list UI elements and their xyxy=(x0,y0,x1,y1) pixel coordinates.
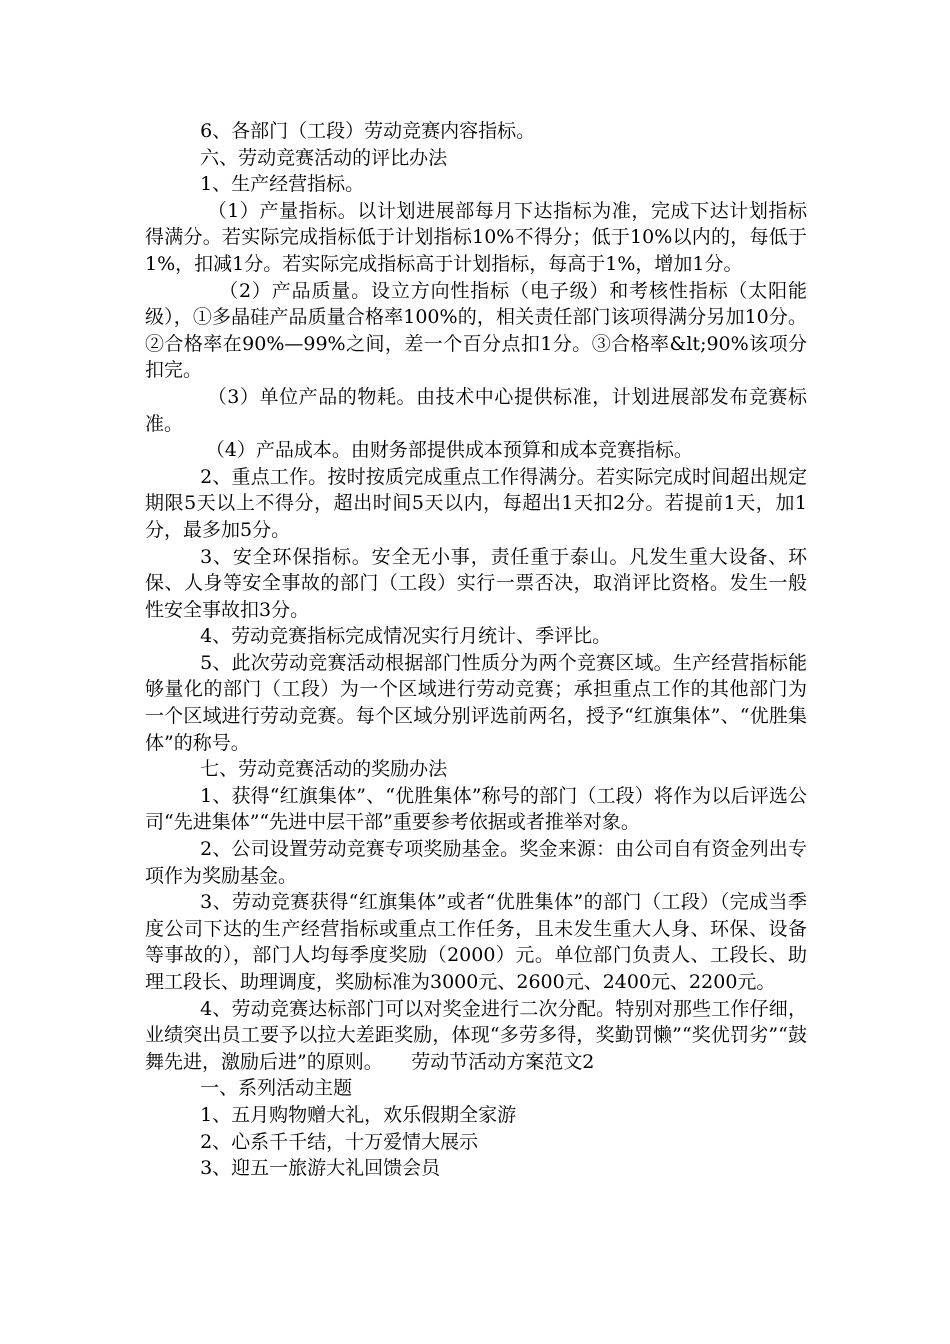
paragraph: （4）产品成本。由财务部提供成本预算和成本竞赛指标。 xyxy=(205,439,693,462)
section-heading: 七、劳动竞赛活动的奖励办法 xyxy=(200,758,448,781)
paragraph: 1、获得“红旗集体”、“优胜集体”称号的部门（工段）将作为以后评选公司“先进集体”“先进中层干部”重要参考依据或者推举对象。 xyxy=(145,784,807,834)
list-item: 1、五月购物赠大礼，欢乐假期全家游 xyxy=(200,1103,517,1126)
paragraph: （1）产量指标。以计划进展部每月下达指标为准，完成下达计划指标得满分。若实际完成指标低于计划指标10%不得分；低于10%以内的，每低于1%，扣减1分。若实际完成指标高于计划指标，每高于1%，增加1分。 xyxy=(145,199,807,275)
paragraph: （2）产品质量。设立方向性指标（电子级）和考核性指标（太阳能级），①多晶硅产品质量合格率100%的，相关责任部门该项得满分另加10分。②合格率在90%—99%之间，差一个百分点扣1分。③合格率&lt;90%该项分扣完。 xyxy=(145,279,807,382)
section-heading: 六、劳动竞赛活动的评比办法 xyxy=(200,146,448,169)
paragraph: 2、公司设置劳动竞赛专项奖励基金。奖金来源：由公司自有资金列出专项作为奖励基金。 xyxy=(145,838,807,887)
paragraph: 3、劳动竞赛获得“红旗集体”或者“优胜集体”的部门（工段）（完成当季度公司下达的生产经营指标或重点工作任务，且未发生重大人身、环保、设备等事故的），部门人均每季度奖励（2000）元。单位部门负责人、工段长、助理工段长、助理调度，奖励标准为3000元、2600元、2400元、2200元。 xyxy=(145,891,807,993)
paragraph: 6、各部门（工段）劳动竞赛内容指标。 xyxy=(200,120,536,142)
document-body xyxy=(145,118,807,1182)
paragraph: 1、生产经营指标。 xyxy=(200,173,365,196)
list-item: 3、迎五一旅游大礼回馈会员 xyxy=(200,1157,441,1180)
paragraph: （3）单位产品的物耗。由技术中心提供标准，计划进展部发布竞赛标准。 xyxy=(145,385,807,435)
paragraph: 2、重点工作。按时按质完成重点工作得满分。若实际完成时间超出规定期限5天以上不得分，超出时间5天以内，每超出1天扣2分。若提前1天，加1分，最多加5分。 xyxy=(145,465,807,541)
paragraph: 3、安全环保指标。安全无小事，责任重于泰山。凡发生重大设备、环保、人身等安全事故的部门（工段）实行一票否决，取消评比资格。发生一般性安全事故扣3分。 xyxy=(145,545,807,621)
paragraph: 5、此次劳动竞赛活动根据部门性质分为两个竞赛区域。生产经营指标能够量化的部门（工段）为一个区域进行劳动竞赛；承担重点工作的其他部门为一个区域进行劳动竞赛。每个区域分别评选前两名，授予“红旗集体”、“优胜集体”的称号。 xyxy=(145,651,807,754)
list-item: 2、心系千千结，十万爱情大展示 xyxy=(200,1130,479,1153)
paragraph: 4、劳动竞赛指标完成情况实行月统计、季评比。 xyxy=(200,625,612,648)
section-heading: 一、系列活动主题 xyxy=(200,1077,353,1100)
paragraph: 4、劳动竞赛达标部门可以对奖金进行二次分配。特别对那些工作仔细，业绩突出员工要予以拉大差距奖励，体现“多劳多得，奖勤罚懒”“奖优罚劣”“鼓舞先进，激励后进”的原则。 劳动节活动方案范文2 xyxy=(145,997,807,1073)
